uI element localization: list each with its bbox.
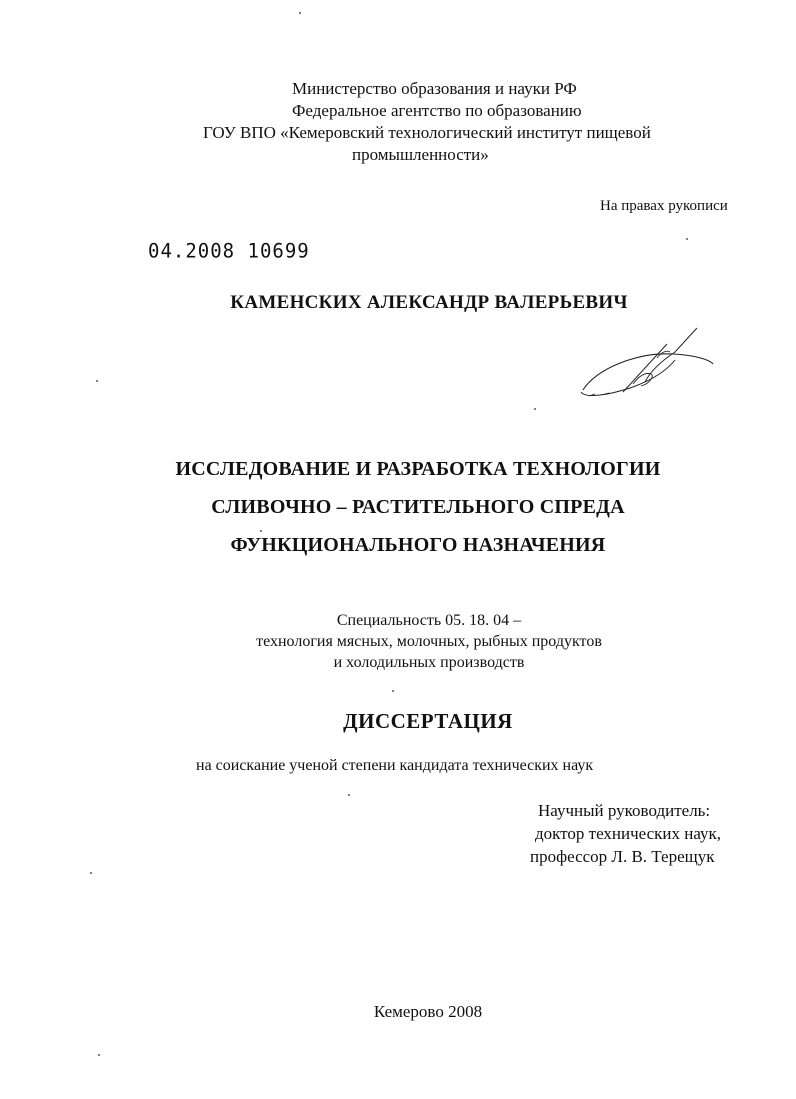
scan-speck (98, 1054, 100, 1056)
manuscript-rights-note: На правах рукописи (600, 198, 728, 214)
specialty-block (0, 610, 796, 673)
title-line: ИССЛЕДОВАНИЕ И РАЗРАБОТКА ТЕХНОЛОГИИ (175, 458, 661, 480)
specialty-name: технология мясных, молочных, рыбных продуктов (256, 633, 602, 650)
city-year-text: Кемерово 2008 (373, 1002, 483, 1021)
author-name (0, 292, 796, 314)
document-type-text: ДИССЕРТАЦИЯ (343, 709, 513, 733)
institute-line-continued: промышленности» (352, 145, 489, 164)
title-line: СЛИВОЧНО – РАСТИТЕЛЬНОГО СПРЕДА (211, 496, 625, 518)
supervisor-block (530, 799, 722, 868)
specialty-code: Специальность 05. 18. 04 – (336, 612, 522, 629)
author-name-text: КАМЕНСКИХ АЛЕКСАНДР ВАЛЕРЬЕВИЧ (230, 292, 628, 313)
scan-speck (348, 794, 350, 796)
scan-speck (686, 238, 688, 240)
scan-speck (90, 872, 92, 874)
supervisor-name: профессор Л. В. Терещук (530, 847, 715, 866)
document-type-heading (0, 709, 796, 734)
title-line: ФУНКЦИОНАЛЬНОГО НАЗНАЧЕНИЯ (230, 534, 606, 556)
scan-speck (534, 408, 536, 410)
scan-speck (299, 12, 301, 14)
supervisor-label: Научный руководитель: (538, 801, 711, 820)
city-year (0, 1002, 796, 1022)
ministry-line: Министерство образования и науки РФ (292, 79, 577, 98)
scan-speck (96, 380, 98, 382)
degree-line: на соискание ученой степени кандидата технических наук (196, 757, 594, 774)
library-stamp-number: 04.2008 10699 (148, 239, 310, 263)
scan-speck (260, 530, 262, 532)
scan-speck (392, 690, 394, 692)
supervisor-degree: доктор технических наук, (535, 824, 722, 843)
agency-line: Федеральное агентство по образованию (292, 101, 582, 120)
dissertation-title (0, 450, 796, 564)
handwritten-signature (575, 322, 715, 407)
specialty-name-continued: и холодильных производств (333, 654, 525, 671)
institute-line: ГОУ ВПО «Кемеровский технологический институт пищевой (203, 123, 651, 142)
